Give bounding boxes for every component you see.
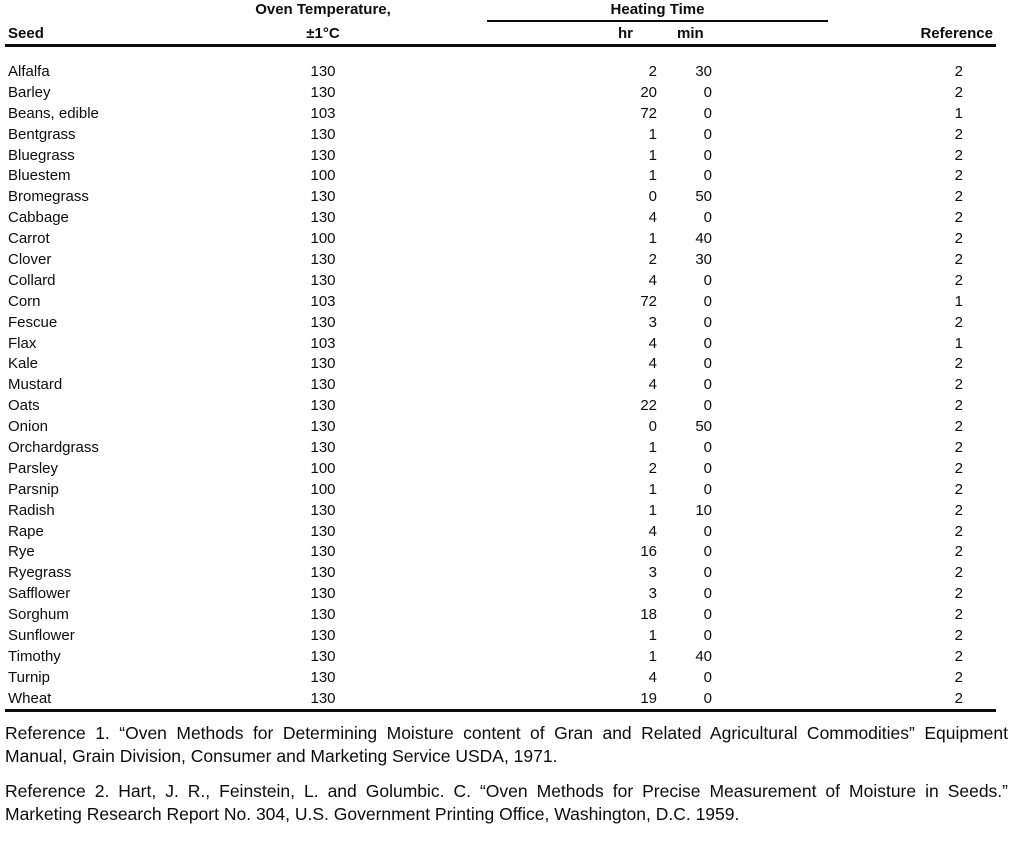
- min-cell: 30: [695, 250, 712, 268]
- hr-cell: 1: [648, 626, 657, 644]
- seed-cell: Oats: [8, 397, 40, 415]
- min-cell: 0: [703, 334, 712, 352]
- ref-cell: 2: [954, 459, 963, 477]
- seed-cell: Clover: [8, 250, 52, 268]
- ref-cell: 2: [954, 647, 963, 665]
- hr-cell: 4: [648, 376, 657, 394]
- column-header-temperature-tolerance: ±1°C: [306, 25, 340, 42]
- ref-cell: 2: [954, 438, 963, 456]
- min-cell: 0: [703, 167, 712, 185]
- temp-cell: 130: [310, 522, 336, 540]
- table-row: [8, 353, 993, 374]
- seed-cell: Bentgrass: [8, 125, 76, 143]
- reference-footnotes: [5, 722, 1008, 838]
- min-cell: 0: [703, 585, 712, 603]
- temp-cell: 100: [310, 230, 336, 248]
- table-row: [8, 667, 993, 688]
- ref-cell: 2: [954, 418, 963, 436]
- min-cell: 0: [703, 271, 712, 289]
- ref-cell: 2: [954, 668, 963, 686]
- hr-cell: 0: [648, 418, 657, 436]
- temp-cell: 103: [310, 334, 336, 352]
- hr-cell: 4: [648, 522, 657, 540]
- ref-cell: 2: [954, 522, 963, 540]
- column-header-min: min: [677, 25, 704, 42]
- temp-cell: 130: [310, 125, 336, 143]
- table-row: [8, 541, 993, 562]
- seed-cell: Collard: [8, 271, 56, 289]
- seed-cell: Radish: [8, 501, 55, 519]
- table-row: [8, 249, 993, 270]
- hr-cell: 72: [640, 104, 657, 122]
- temp-cell: 130: [310, 146, 336, 164]
- footnote-reference-1: Reference 1. “Oven Methods for Determining Moisture content of Gran and Related Agricultural Commodities” Equipment Manual, Grain Division, Consumer and Marketing Service USDA, 1971.: [5, 723, 1008, 766]
- temp-cell: 130: [310, 647, 336, 665]
- ref-cell: 2: [954, 689, 963, 707]
- table-row: [8, 207, 993, 228]
- ref-cell: 2: [954, 585, 963, 603]
- table-row: [8, 82, 993, 103]
- ref-cell: 2: [954, 125, 963, 143]
- min-cell: 0: [703, 564, 712, 582]
- hr-cell: 1: [648, 125, 657, 143]
- temp-cell: 130: [310, 564, 336, 582]
- temp-cell: 130: [310, 209, 336, 227]
- temp-cell: 130: [310, 585, 336, 603]
- hr-cell: 4: [648, 668, 657, 686]
- header-rule: [5, 44, 996, 47]
- seed-cell: Cabbage: [8, 209, 69, 227]
- table-row: [8, 333, 993, 354]
- table-row: [8, 291, 993, 312]
- column-header-seed: Seed: [8, 25, 44, 42]
- hr-cell: 1: [648, 480, 657, 498]
- seed-cell: Barley: [8, 83, 51, 101]
- temp-cell: 130: [310, 62, 336, 80]
- ref-cell: 2: [954, 564, 963, 582]
- heating-time-underline: [487, 20, 828, 22]
- hr-cell: 2: [648, 62, 657, 80]
- temp-cell: 130: [310, 438, 336, 456]
- min-cell: 0: [703, 146, 712, 164]
- hr-cell: 4: [648, 209, 657, 227]
- hr-cell: 3: [648, 313, 657, 331]
- min-cell: 0: [703, 438, 712, 456]
- table-row: [8, 562, 993, 583]
- temp-cell: 130: [310, 313, 336, 331]
- min-cell: 30: [695, 62, 712, 80]
- column-header-hr: hr: [618, 25, 633, 42]
- table-row: [8, 312, 993, 333]
- hr-cell: 2: [648, 250, 657, 268]
- column-header-heating-time: Heating Time: [610, 1, 705, 18]
- ref-cell: 1: [954, 104, 963, 122]
- seed-cell: Turnip: [8, 668, 50, 686]
- table-row: [8, 688, 993, 709]
- ref-cell: 2: [954, 355, 963, 373]
- seed-cell: Kale: [8, 355, 39, 373]
- seed-cell: Rye: [8, 543, 35, 561]
- table-row: [8, 228, 993, 249]
- min-cell: 40: [695, 647, 712, 665]
- table-row: [8, 270, 993, 291]
- column-header-reference: Reference: [920, 25, 993, 42]
- hr-cell: 4: [648, 355, 657, 373]
- ref-cell: 2: [954, 230, 963, 248]
- table-row: [8, 186, 993, 207]
- table-row: [8, 458, 993, 479]
- ref-cell: 1: [954, 334, 963, 352]
- ref-cell: 2: [954, 626, 963, 644]
- temp-cell: 130: [310, 355, 336, 373]
- ref-cell: 2: [954, 271, 963, 289]
- seed-cell: Safflower: [8, 585, 71, 603]
- min-cell: 0: [703, 606, 712, 624]
- min-cell: 0: [703, 543, 712, 561]
- min-cell: 0: [703, 83, 712, 101]
- ref-cell: 2: [954, 501, 963, 519]
- temp-cell: 130: [310, 543, 336, 561]
- ref-cell: 2: [954, 376, 963, 394]
- seed-cell: Corn: [8, 292, 41, 310]
- min-cell: 0: [703, 626, 712, 644]
- min-cell: 50: [695, 188, 712, 206]
- table-row: [8, 583, 993, 604]
- temp-cell: 130: [310, 689, 336, 707]
- temp-cell: 130: [310, 606, 336, 624]
- hr-cell: 3: [648, 585, 657, 603]
- ref-cell: 2: [954, 543, 963, 561]
- table-row: [8, 61, 993, 82]
- temp-cell: 103: [310, 292, 336, 310]
- min-cell: 0: [703, 376, 712, 394]
- hr-cell: 3: [648, 564, 657, 582]
- ref-cell: 2: [954, 606, 963, 624]
- ref-cell: 1: [954, 292, 963, 310]
- min-cell: 0: [703, 104, 712, 122]
- seed-cell: Alfalfa: [8, 62, 50, 80]
- seed-cell: Carrot: [8, 230, 50, 248]
- column-header-oven-temperature: Oven Temperature,: [255, 1, 391, 18]
- hr-cell: 1: [648, 647, 657, 665]
- table-row: [8, 604, 993, 625]
- min-cell: 0: [703, 480, 712, 498]
- hr-cell: 4: [648, 334, 657, 352]
- seed-cell: Parsnip: [8, 480, 59, 498]
- ref-cell: 2: [954, 167, 963, 185]
- temp-cell: 130: [310, 271, 336, 289]
- table-row: [8, 103, 993, 124]
- hr-cell: 72: [640, 292, 657, 310]
- min-cell: 0: [703, 125, 712, 143]
- ref-cell: 2: [954, 146, 963, 164]
- ref-cell: 2: [954, 62, 963, 80]
- table-row: [8, 145, 993, 166]
- table-row: [8, 165, 993, 186]
- min-cell: 0: [703, 689, 712, 707]
- hr-cell: 19: [640, 689, 657, 707]
- seed-cell: Orchardgrass: [8, 438, 99, 456]
- min-cell: 0: [703, 397, 712, 415]
- temp-cell: 100: [310, 480, 336, 498]
- seed-cell: Onion: [8, 418, 49, 436]
- temp-cell: 100: [310, 459, 336, 477]
- table-body: [8, 48, 993, 709]
- min-cell: 0: [703, 209, 712, 227]
- seed-cell: Fescue: [8, 313, 58, 331]
- hr-cell: 1: [648, 501, 657, 519]
- table-row: [8, 521, 993, 542]
- hr-cell: 4: [648, 271, 657, 289]
- seed-cell: Mustard: [8, 376, 63, 394]
- temp-cell: 130: [310, 668, 336, 686]
- min-cell: 0: [703, 459, 712, 477]
- hr-cell: 20: [640, 83, 657, 101]
- ref-cell: 2: [954, 250, 963, 268]
- temp-cell: 130: [310, 418, 336, 436]
- seed-cell: Ryegrass: [8, 564, 72, 582]
- hr-cell: 1: [648, 230, 657, 248]
- temp-cell: 130: [310, 501, 336, 519]
- hr-cell: 1: [648, 167, 657, 185]
- table-row: [8, 124, 993, 145]
- hr-cell: 1: [648, 146, 657, 164]
- min-cell: 0: [703, 292, 712, 310]
- seed-cell: Bluegrass: [8, 146, 75, 164]
- seed-cell: Sorghum: [8, 606, 69, 624]
- hr-cell: 16: [640, 543, 657, 561]
- table-row: [8, 479, 993, 500]
- seed-cell: Parsley: [8, 459, 59, 477]
- ref-cell: 2: [954, 480, 963, 498]
- temp-cell: 103: [310, 104, 336, 122]
- ref-cell: 2: [954, 209, 963, 227]
- table-row: [8, 395, 993, 416]
- hr-cell: 22: [640, 397, 657, 415]
- table-row: [8, 374, 993, 395]
- min-cell: 50: [695, 418, 712, 436]
- ref-cell: 2: [954, 188, 963, 206]
- temp-cell: 130: [310, 397, 336, 415]
- seed-cell: Timothy: [8, 647, 61, 665]
- seed-cell: Bromegrass: [8, 188, 89, 206]
- ref-cell: 2: [954, 313, 963, 331]
- temp-cell: 130: [310, 376, 336, 394]
- min-cell: 0: [703, 355, 712, 373]
- table-row: [8, 646, 993, 667]
- table-bottom-rule: [5, 709, 996, 712]
- seed-cell: Flax: [8, 334, 37, 352]
- footnote-reference-2: Reference 2. Hart, J. R., Feinstein, L. and Golumbic. C. “Oven Methods for Precise Measurement of Moisture in Seeds.” Marketing Research Report No. 304, U.S. Government Printing Office, Washington, D.C. 1959.: [5, 781, 1008, 824]
- seed-cell: Wheat: [8, 689, 52, 707]
- seed-drying-table: [8, 0, 993, 712]
- temp-cell: 100: [310, 167, 336, 185]
- temp-cell: 130: [310, 188, 336, 206]
- table-header: [8, 0, 993, 48]
- temp-cell: 130: [310, 626, 336, 644]
- hr-cell: 2: [648, 459, 657, 477]
- min-cell: 0: [703, 668, 712, 686]
- seed-cell: Beans, edible: [8, 104, 99, 122]
- seed-cell: Sunflower: [8, 626, 75, 644]
- seed-cell: Rape: [8, 522, 44, 540]
- hr-cell: 18: [640, 606, 657, 624]
- min-cell: 0: [703, 313, 712, 331]
- temp-cell: 130: [310, 83, 336, 101]
- ref-cell: 2: [954, 83, 963, 101]
- min-cell: 40: [695, 230, 712, 248]
- hr-cell: 1: [648, 438, 657, 456]
- hr-cell: 0: [648, 188, 657, 206]
- ref-cell: 2: [954, 397, 963, 415]
- temp-cell: 130: [310, 250, 336, 268]
- table-row: [8, 416, 993, 437]
- table-row: [8, 500, 993, 521]
- table-row: [8, 437, 993, 458]
- min-cell: 10: [695, 501, 712, 519]
- min-cell: 0: [703, 522, 712, 540]
- table-row: [8, 625, 993, 646]
- seed-cell: Bluestem: [8, 167, 71, 185]
